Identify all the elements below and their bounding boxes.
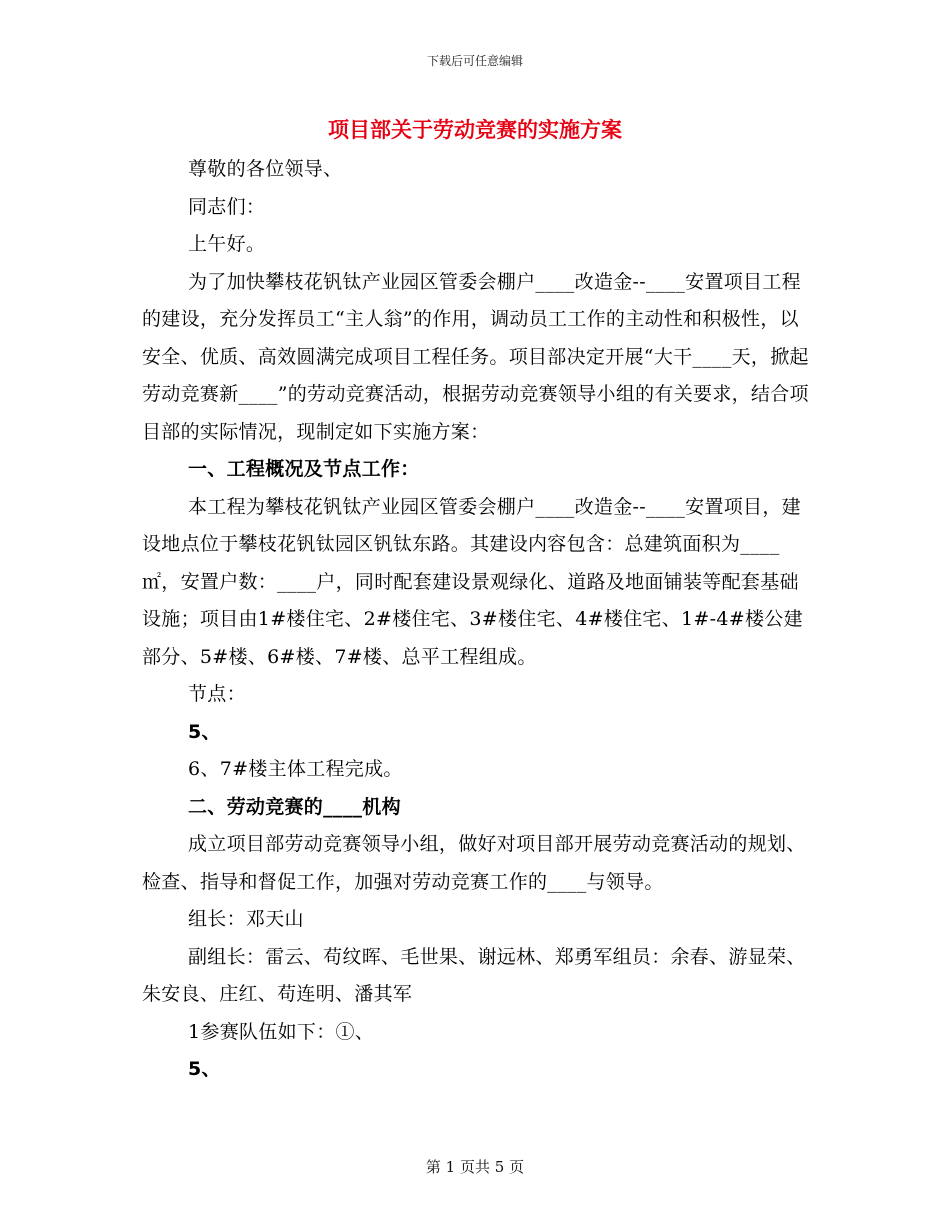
milestone-item-6: 6、7#楼主体工程完成。 bbox=[188, 758, 403, 780]
list-item-5: 5、 bbox=[188, 1058, 221, 1080]
paragraph-leader: 组长：邓天山 bbox=[188, 908, 304, 930]
paragraph-salutation: 尊敬的各位领导、 bbox=[188, 158, 343, 180]
paragraph-project-overview: 本工程为攀枝花钒钛产业园区管委会棚户____改造金--____安置项目，建设地点位于攀枝花钒钛园区钒钛东路。其建设内容包含：总建筑面积为____㎡，安置户数：____户，同时配套建设景观绿化、道路及地面铺装等配套基础设施；项目由1#楼住宅、2#楼住宅、3#楼住宅、4#楼住宅、1#-4#楼公建部分、5#楼、6#楼、7#楼、总平工程组成。 bbox=[142, 495, 803, 668]
paragraph-teams: 1参赛队伍如下：①、 bbox=[188, 1020, 375, 1043]
paragraph-milestones-label: 节点： bbox=[188, 683, 246, 705]
document-body bbox=[142, 151, 810, 1089]
paragraph-salutation-2: 同志们： bbox=[188, 195, 266, 218]
paragraph-intro: 为了加快攀枝花钒钛产业园区管委会棚户____改造金--____安置项目工程的建设，充分发挥员工“主人翁”的作用，调动员工工作的主动性和积极性，以安全、优质、高效圆满完成项目工程任务。项目部决定开展“大干____天，掀起劳动竞赛新____”的劳动竞赛活动，根据劳动竞赛领导小组的有关要求，结合项目部的实际情况，现制定如下实施方案： bbox=[142, 270, 809, 443]
paragraph-members: 副组长：雷云、苟纹晖、毛世果、谢远林、郑勇军组员：余春、游显荣、朱安良、庄红、苟连明、潘其军 bbox=[142, 945, 806, 1005]
milestone-item-5: 5、 bbox=[188, 720, 221, 743]
page-header-note: 下载后可任意编辑 bbox=[426, 54, 523, 68]
page-number: 第 1 页共 5 页 bbox=[425, 1158, 525, 1176]
paragraph-greeting: 上午好。 bbox=[188, 233, 266, 255]
document-title: 项目部关于劳动竞赛的实施方案 bbox=[328, 118, 622, 142]
section-heading-2: 二、劳动竞赛的____机构 bbox=[188, 795, 401, 818]
section-heading-1: 一、工程概况及节点工作： bbox=[188, 458, 420, 480]
paragraph-organization: 成立项目部劳动竞赛领导小组，做好对项目部开展劳动竞赛活动的规划、检查、指导和督促工作，加强对劳动竞赛工作的____与领导。 bbox=[142, 833, 806, 893]
